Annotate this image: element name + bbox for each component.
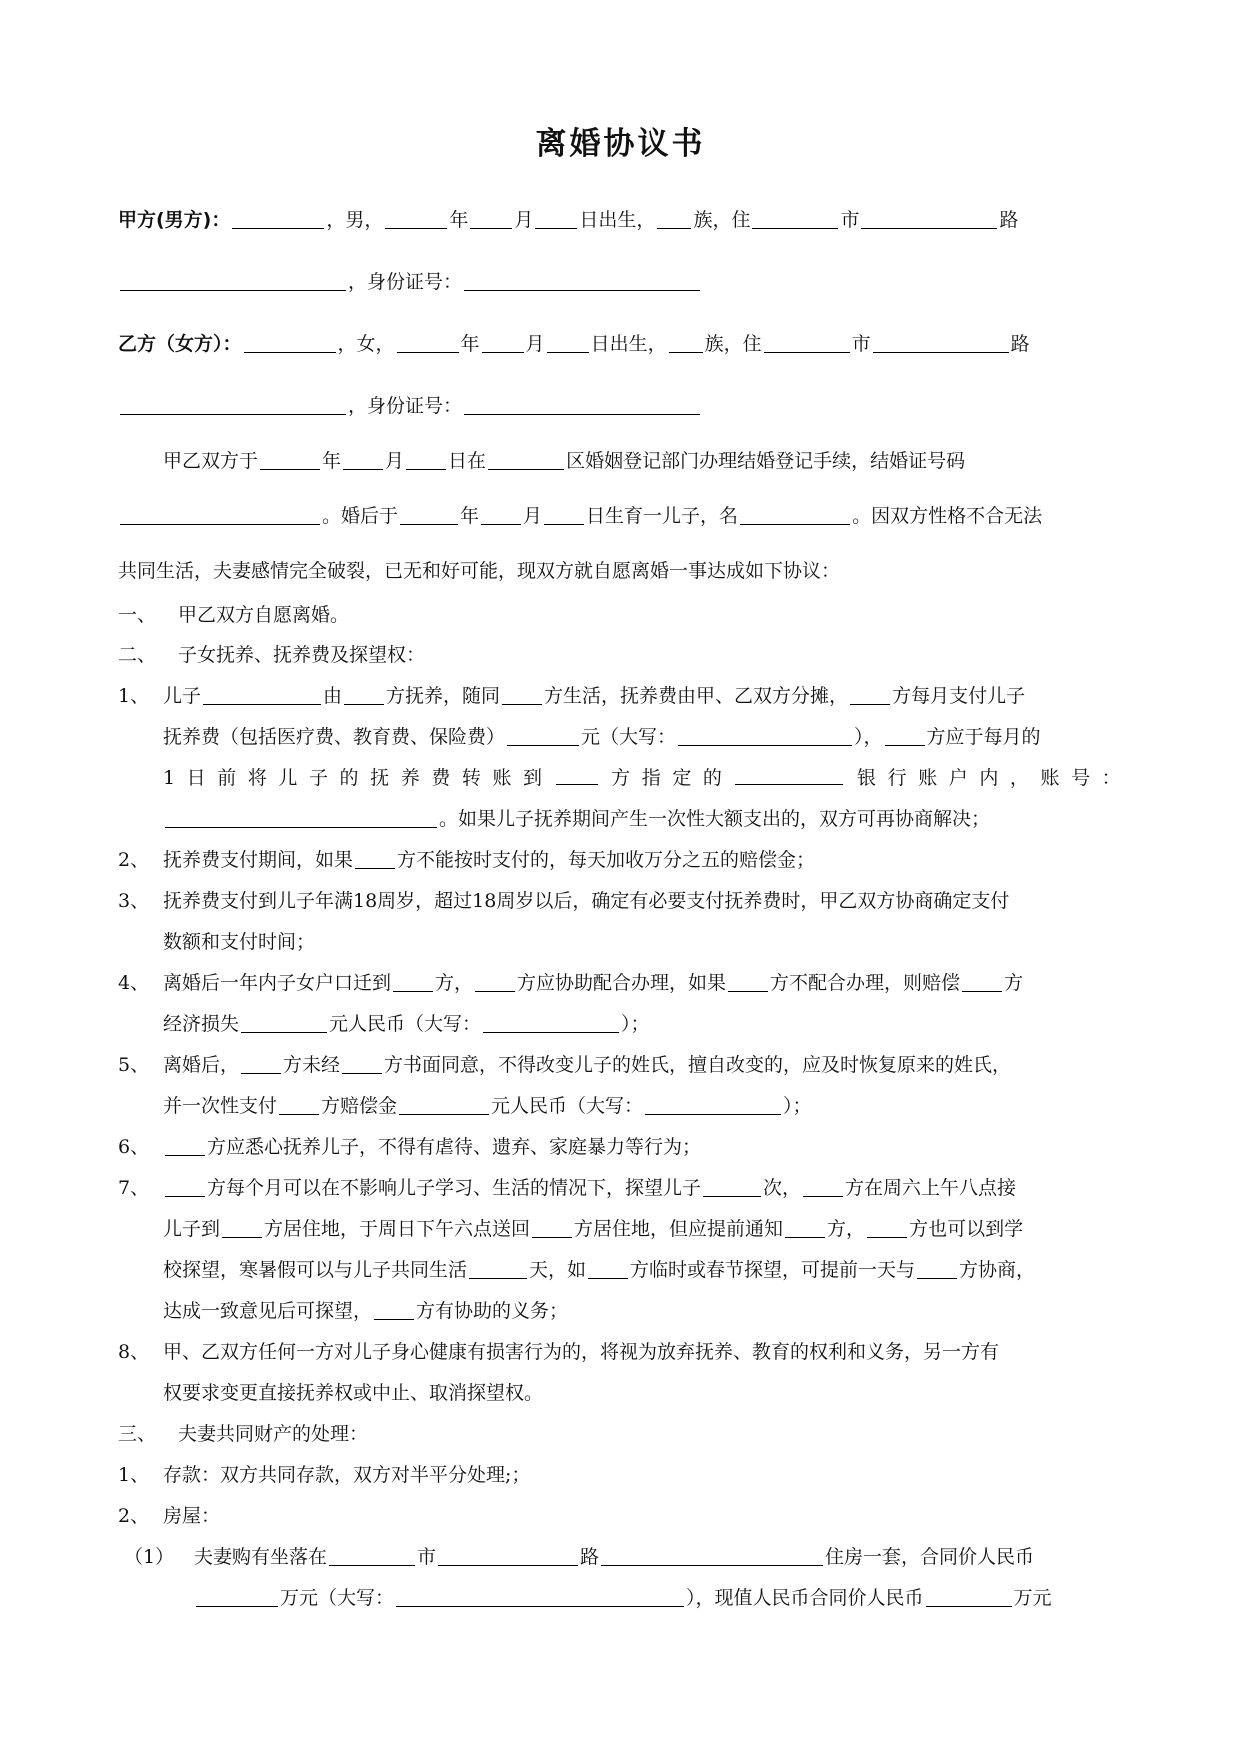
blank[interactable] bbox=[678, 725, 852, 746]
blank[interactable] bbox=[588, 1258, 628, 1279]
item-5-number: 5、 bbox=[118, 1054, 150, 1076]
blank[interactable] bbox=[556, 764, 598, 785]
city-blank[interactable] bbox=[329, 1545, 415, 1566]
section-2-number: 二、 bbox=[118, 644, 157, 666]
blank[interactable] bbox=[962, 971, 1002, 992]
month-blank[interactable] bbox=[343, 449, 383, 470]
blank[interactable] bbox=[532, 1217, 572, 1238]
party-b-label: 乙方（女方）： bbox=[118, 333, 242, 355]
blank[interactable] bbox=[469, 1258, 527, 1279]
blank[interactable] bbox=[917, 1258, 957, 1279]
ethnicity-blank[interactable] bbox=[657, 208, 691, 229]
address-blank[interactable] bbox=[601, 1545, 823, 1566]
month-blank[interactable] bbox=[481, 504, 521, 525]
year-blank[interactable] bbox=[397, 332, 459, 353]
property-2-number: 2、 bbox=[118, 1505, 150, 1527]
item-8-line-2: 权要求变更直接抚养权或中止、取消探望权。 bbox=[163, 1382, 544, 1404]
amount-words-blank[interactable] bbox=[396, 1586, 684, 1607]
document-title: 离婚协议书 bbox=[535, 126, 706, 162]
blank[interactable] bbox=[342, 1053, 382, 1074]
blank[interactable] bbox=[867, 1217, 907, 1238]
blank[interactable] bbox=[344, 684, 384, 705]
party-b-line-1: 乙方（女方）： ，女， 年 月 日出生， 族，住 市 路 bbox=[118, 333, 1030, 355]
intro-line-1: 甲乙双方于 年 月 日在 区婚姻登记部门办理结婚登记手续，结婚证号码 bbox=[163, 450, 966, 472]
item-7-line-3: 校探望，寒暑假可以与儿子共同生活 天，如 方临时或春节探望，可提前一天与 方协商， bbox=[163, 1259, 1036, 1281]
road-blank[interactable] bbox=[438, 1545, 578, 1566]
blank[interactable] bbox=[728, 971, 768, 992]
item-8-line-1: 甲、乙双方任何一方对儿子身心健康有损害行为的，将视为放弃抚养、教育的权利和义务，另一方有 bbox=[163, 1341, 1000, 1363]
son-name-blank[interactable] bbox=[740, 504, 850, 525]
house-1-line-1: 夫妻购有坐落在 市 路 住房一套，合同价人民币 bbox=[194, 1546, 1035, 1568]
item-1-line-4: 。如果儿子抚养期间产生一次性大额支出的，双方可再协商解决； bbox=[163, 805, 990, 833]
amount-blank[interactable] bbox=[196, 1586, 278, 1607]
blank[interactable] bbox=[279, 1094, 319, 1115]
id-number-blank[interactable] bbox=[464, 270, 700, 291]
blank[interactable] bbox=[355, 848, 395, 869]
item-3-number: 3、 bbox=[118, 890, 150, 912]
item-5-line-2: 并一次性支付 方赔偿金 元人民币（大写： ）； bbox=[163, 1095, 812, 1117]
item-3-line-2: 数额和支付时间； bbox=[163, 931, 316, 953]
item-6-number: 6、 bbox=[118, 1136, 150, 1158]
address-blank[interactable] bbox=[120, 394, 346, 415]
day-blank[interactable] bbox=[535, 208, 577, 229]
blank[interactable] bbox=[502, 684, 542, 705]
city-blank[interactable] bbox=[764, 332, 850, 353]
road-blank[interactable] bbox=[861, 208, 997, 229]
section-1-number: 一、 bbox=[118, 604, 157, 626]
party-b-line-2: ，身份证号： bbox=[118, 392, 702, 420]
blank[interactable] bbox=[399, 1094, 489, 1115]
blank[interactable] bbox=[507, 725, 579, 746]
party-a-label: 甲方(男方)： bbox=[118, 209, 231, 231]
road-blank[interactable] bbox=[873, 332, 1009, 353]
item-7-line-2: 儿子到 方居住地，于周日下午六点送回 方居住地，但应提前通知 方， 方也可以到学 bbox=[163, 1218, 1024, 1240]
item-3-line-1: 抚养费支付到儿子年满18周岁，超过18周岁以后，确定有必要支付抚养费时，甲乙双方协商确定支付 bbox=[163, 890, 1010, 912]
property-1-text: 存款：双方共同存款，双方对半平分处理;； bbox=[163, 1464, 531, 1486]
blank[interactable] bbox=[483, 1012, 619, 1033]
section-1-text: 甲乙双方自愿离婚。 bbox=[178, 604, 350, 626]
name-blank[interactable] bbox=[244, 332, 336, 353]
name-blank[interactable] bbox=[232, 208, 324, 229]
intro-line-2: 。婚后于 年 月 日生育一儿子，名 。因双方性格不合无法 bbox=[118, 502, 1042, 530]
section-2-text: 子女抚养、抚养费及探望权： bbox=[178, 644, 426, 666]
intro-line-3: 共同生活，夫妻感情完全破裂，已无和好可能，现双方就自愿离婚一事达成如下协议： bbox=[118, 560, 841, 582]
party-a-line-1: 甲方(男方)： ，男， 年 月 日出生， 族，住 市 路 bbox=[118, 209, 1019, 231]
item-2-line-1: 抚养费支付期间，如果 方不能按时支付的，每天加收万分之五的赔偿金； bbox=[163, 849, 816, 871]
party-a-line-2: ，身份证号： bbox=[118, 268, 702, 296]
item-5-line-1: 离婚后， 方未经 方书面同意，不得改变儿子的姓氏，擅自改变的，应及时恢复原来的姓氏， bbox=[163, 1054, 1012, 1076]
blank[interactable] bbox=[735, 764, 843, 785]
marriage-cert-blank[interactable] bbox=[120, 504, 320, 525]
day-blank[interactable] bbox=[547, 332, 589, 353]
property-1-number: 1、 bbox=[118, 1464, 150, 1486]
blank[interactable] bbox=[803, 1176, 843, 1197]
blank[interactable] bbox=[785, 1217, 825, 1238]
item-7-number: 7、 bbox=[118, 1177, 150, 1199]
blank[interactable] bbox=[374, 1299, 414, 1320]
account-blank[interactable] bbox=[165, 807, 437, 828]
city-blank[interactable] bbox=[752, 208, 838, 229]
section-3-number: 三、 bbox=[118, 1423, 157, 1445]
district-blank[interactable] bbox=[488, 449, 564, 470]
item-1-line-3: 1 日 前 将 儿 子 的 抚 养 费 转 账 到 方 指 定 的 银 行 账 户 内 ， 账 号 ： bbox=[163, 764, 1121, 792]
blank[interactable] bbox=[885, 725, 925, 746]
blank[interactable] bbox=[203, 684, 321, 705]
blank[interactable] bbox=[222, 1217, 262, 1238]
blank[interactable] bbox=[241, 1012, 327, 1033]
item-7-line-1: 方每个月可以在不影响儿子学习、生活的情况下，探望儿子 次， 方在周六上午八点接 bbox=[163, 1174, 1016, 1202]
item-6-line-1: 方应悉心抚养儿子，不得有虐待、遗弃、家庭暴力等行为； bbox=[163, 1133, 701, 1161]
year-blank[interactable] bbox=[385, 208, 447, 229]
blank[interactable] bbox=[645, 1094, 781, 1115]
section-3-text: 夫妻共同财产的处理： bbox=[178, 1423, 369, 1445]
address-blank[interactable] bbox=[120, 270, 346, 291]
blank[interactable] bbox=[850, 684, 890, 705]
month-blank[interactable] bbox=[470, 208, 512, 229]
year-blank[interactable] bbox=[400, 504, 458, 525]
item-7-line-4: 达成一致意见后可探望， 方有协助的义务； bbox=[163, 1300, 569, 1322]
year-blank[interactable] bbox=[260, 449, 320, 470]
amount-blank[interactable] bbox=[926, 1586, 1012, 1607]
item-1-number: 1、 bbox=[118, 685, 150, 707]
item-1-line-1: 儿子 由 方抚养，随同 方生活，抚养费由甲、乙双方分摊， 方每月支付儿子 bbox=[163, 685, 1026, 707]
day-blank[interactable] bbox=[406, 449, 446, 470]
item-4-line-1: 离婚后一年内子女户口迁到 方， 方应协助配合办理，如果 方不配合办理，则赔偿 方 bbox=[163, 972, 1024, 994]
blank[interactable] bbox=[165, 1176, 205, 1197]
item-8-number: 8、 bbox=[118, 1341, 150, 1363]
blank[interactable] bbox=[241, 1053, 281, 1074]
property-2-text: 房屋： bbox=[163, 1505, 221, 1527]
blank[interactable] bbox=[703, 1176, 761, 1197]
item-1-line-2: 抚养费（包括医疗费、教育费、保险费） 元（大写： ）， 方应于每月的 bbox=[163, 726, 1041, 748]
house-1-line-2: 万元（大写： ），现值人民币合同价人民币 万元 bbox=[194, 1584, 1052, 1612]
ethnicity-blank[interactable] bbox=[669, 332, 703, 353]
blank[interactable] bbox=[165, 1135, 205, 1156]
blank[interactable] bbox=[393, 971, 433, 992]
item-2-number: 2、 bbox=[118, 849, 150, 871]
item-4-line-2: 经济损失 元人民币（大写： ）； bbox=[163, 1013, 650, 1035]
house-1-number: （1） bbox=[124, 1546, 175, 1568]
item-4-number: 4、 bbox=[118, 972, 150, 994]
month-blank[interactable] bbox=[482, 332, 524, 353]
blank[interactable] bbox=[475, 971, 515, 992]
id-number-blank[interactable] bbox=[464, 394, 700, 415]
day-blank[interactable] bbox=[544, 504, 584, 525]
